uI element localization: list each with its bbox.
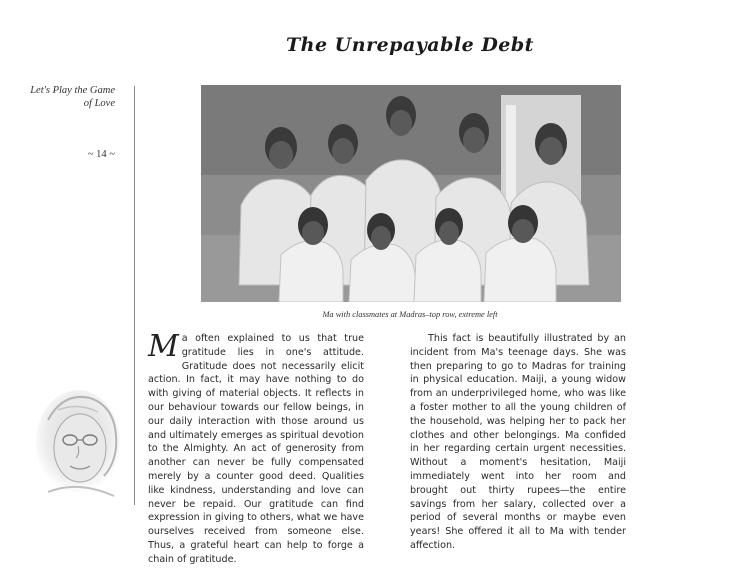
running-title: Let's Play the Game of Love (30, 85, 115, 109)
paragraph-2: This fact is beautifully illustrated by an incident from Ma's teenage days. She was then preparing to go to Madras for training in physical education. Maiji, a young widow from an underprivileged home, who was like a foster mother to all the young children of the household, was helping her to pack her clothes and other belongings. Ma confided in her regarding certain urgent necessities. Without a moment's hesitation, Maiji immediately went into her room and brought out thirty rupees—the entire savings from her salary, collected over a period of several months or maybe even years! She offered it all to Ma with tender affection. (410, 333, 626, 551)
classmates-photo (201, 85, 621, 302)
paragraph-1: a often explained to us that true gratitude lies in one's attitude. Gratitude does not necessarily elicit action. In fact, it may have nothing to do with giving of material objects. It reflects in our behaviour towards our fellow beings, in our daily interaction with those around us and ultimately emerges as spiritual devotion to the Almighty. An act of generosity from another can never be fully compensated merely by a counter good deed. Qualities like kindness, understanding and love can never be repaid. Our gratitude can find expression in giving to others, what we have ourselves received from someone else. Thus, a grateful heart can help to forge a chain of gratitude. (148, 333, 364, 565)
photo-caption: Ma with classmates at Madras–top row, extreme left (322, 310, 498, 319)
page-sidebar (0, 0, 135, 572)
drop-cap: M (148, 329, 179, 364)
text-column-right (410, 332, 626, 553)
page-number: ~ 14 ~ (87, 149, 115, 160)
portrait-sketch (18, 380, 128, 510)
chapter-title: The Unrepayable Debt (286, 34, 534, 56)
text-column-left (148, 329, 364, 567)
margin-rule (134, 86, 135, 505)
